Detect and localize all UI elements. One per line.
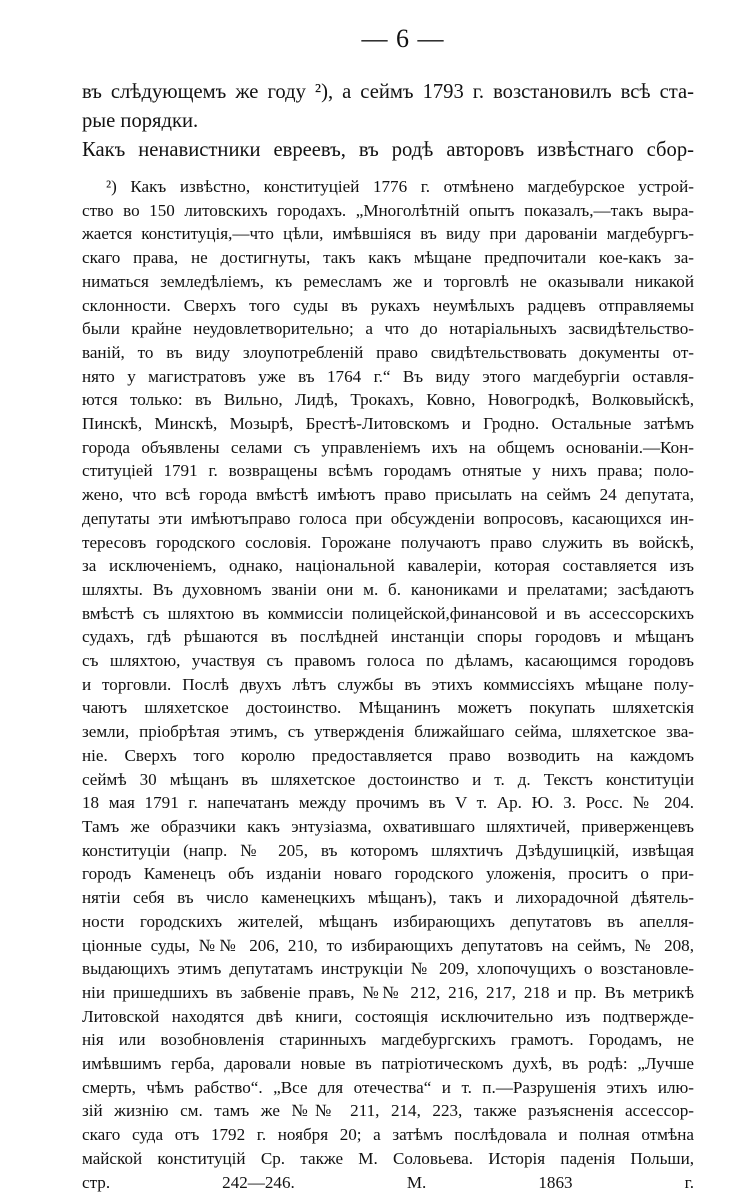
footnote-line: склонности. Сверхъ того суды въ рукахъ неумѣлыхъ радцевъ отправляемы [82,295,694,315]
footnote-line: ніе. Сверхъ того королю предоставляется право возводить на каждомъ [82,745,694,765]
page [82,24,694,1194]
footnote-line: нятіи себя въ число каменецкихъ мѣщанъ), такъ и лихорадочной дѣятель- [82,888,694,908]
footnote-line: земли, пріобрѣтая этимъ, съ утвержденія ближайшаго сейма, шляхетское зва- [82,722,694,742]
footnote-line: скаго права, не достигнуты, такъ какъ мѣщане предпочитали кое-какъ за- [82,248,694,268]
footnote-line: скаго суда отъ 1792 г. ноября 20; а затѣмъ послѣдовала и полная отмѣна [82,1125,694,1145]
footnote-line: ниматься земледѣліемъ, къ ремесламъ же и торговлѣ не оказывали никакой [82,271,694,291]
footnote-line: стр. 242—246. М. 1863 г. [82,1172,694,1192]
footnote-line: города объявлены селами съ управленіемъ ихъ на общемъ основаніи.—Кон- [82,437,694,457]
footnote-line: ніи пришедшихъ въ забвеніе правъ, №№ 212, 216, 217, 218 и пр. Въ метрикѣ [82,982,694,1002]
main-text [82,78,694,165]
footnote-line: тересовъ городского сословія. Горожане получаютъ право служить въ войскѣ, [82,532,694,552]
footnote-line: Пинскѣ, Минскѣ, Мозырѣ, Брестѣ-Литовскомъ и Гродно. Остальные затѣмъ [82,414,694,434]
footnote-line: и торговли. Послѣ двухъ лѣтъ службы въ этихъ коммиссіяхъ мѣщане полу- [82,674,694,694]
footnote-line: нято у магистратовъ уже въ 1764 г.“ Въ виду этого магдебургіи оставля- [82,366,694,386]
footnote-line: ваній, то въ виду злоупотребленій право свидѣтельствовать документы от- [82,342,694,362]
main-text-line: Какъ ненавистники евреевъ, въ родѣ авторовъ извѣстнаго сбор- [82,139,694,161]
footnote-line: ство во 150 литовскихъ городахъ. „Многолѣтній опытъ показалъ,—такъ выра- [82,200,694,220]
main-text-line: рые порядки. [82,110,199,132]
main-text-line: въ слѣдующемъ же году ²), а сеймъ 1793 г. возстановилъ всѣ ста- [82,81,694,103]
footnote-line: вмѣстѣ съ шляхтою въ коммиссіи полицейской,финансовой и въ ассессорскихъ [82,603,694,623]
footnote-line: зій жизнію см. тамъ же №№ 211, 214, 223, также разъясненія ассессор- [82,1101,694,1121]
footnote-line: депутаты эти имѣютъправо голоса при обсужденіи вопросовъ, касающихся ин- [82,508,694,528]
footnote-line: сеймѣ 30 мѣщанъ въ шляхетское достоинство и т. д. Текстъ конституціи [82,769,694,789]
footnote-line: Литовской находятся двѣ книги, состоящія исключительно изъ подтвержде- [82,1006,694,1026]
footnote-line: ности городскихъ жителей, мѣщанъ избирающихъ депутатовъ въ апелля- [82,911,694,931]
footnote-line: имѣвшимъ герба, даровали новые въ патріотическомъ духѣ, въ родѣ: „Лучше [82,1054,694,1074]
footnote-line: выдающихъ этимъ депутатамъ инструкціи № 209, хлопочущихъ о возстановле- [82,959,694,979]
footnote-line: нія или возобновленія старинныхъ магдебургскихъ грамотъ. Городамъ, не [82,1030,694,1050]
footnote-line: ются только: въ Вильно, Лидѣ, Трокахъ, Ковно, Новогродкѣ, Волковыйскѣ, [82,390,694,410]
footnote-line: Тамъ же образчики какъ энтузіазма, охватившаго шляхтичей, приверженцевъ [82,816,694,836]
page-number: — 6 — [361,24,445,53]
footnote-line: были крайне неудовлетворительно; а что до нотаріальныхъ засвидѣтельство- [82,319,694,339]
footnote-line: майской конституцій Ср. также М. Соловьева. Исторія паденія Польши, [82,1148,694,1168]
footnote-line: конституціи (напр. № 205, въ которомъ шляхтичъ Дзѣдушицкій, извѣщая [82,840,694,860]
footnote-line: жено, что всѣ города вмѣстѣ имѣютъ право присылать на сеймъ 24 депутата, [82,485,694,505]
footnote-line: смерть, чѣмъ рабство“. „Все для отечества“ и т. п.—Разрушенія этихъ илю- [82,1077,694,1097]
footnote-line: съ шляхтою, участвуя съ правомъ голоса по дѣламъ, касающимся городовъ [82,651,694,671]
footnote [82,175,694,1194]
footnote-line: городъ Каменецъ объ изданіи новаго городского уложенія, проситъ о при- [82,864,694,884]
footnote-line: жается конституція,—что цѣли, имѣвшіяся въ виду при дарованіи магдебургъ- [82,224,694,244]
footnote-line: ституціей 1791 г. возвращены всѣмъ городамъ отнятые у нихъ права; поло- [82,461,694,481]
footnote-line: чаютъ шляхетское достоинство. Мѣщанинъ можетъ покупать шляхетскія [82,698,694,718]
footnote-line: 18 мая 1791 г. напечатанъ между прочимъ въ V т. Ар. Ю. З. Росс. № 204. [82,793,694,813]
footnote-line: ²) Какъ извѣстно, конституціей 1776 г. отмѣнено магдебурское устрой- [106,177,694,196]
footnote-line: шляхты. Въ духовномъ званіи они м. б. канониками и прелатами; засѣдаютъ [82,579,694,599]
footnote-line: ціонные суды, №№ 206, 210, то избирающихъ депутатовъ на сеймъ, № 208, [82,935,694,955]
footnote-line: судахъ, гдѣ рѣшаются въ послѣдней инстанціи споры городовъ и мѣщанъ [82,627,694,647]
footnote-line: за исключеніемъ, однако, національной кавалеріи, которая составляется изъ [82,556,694,576]
